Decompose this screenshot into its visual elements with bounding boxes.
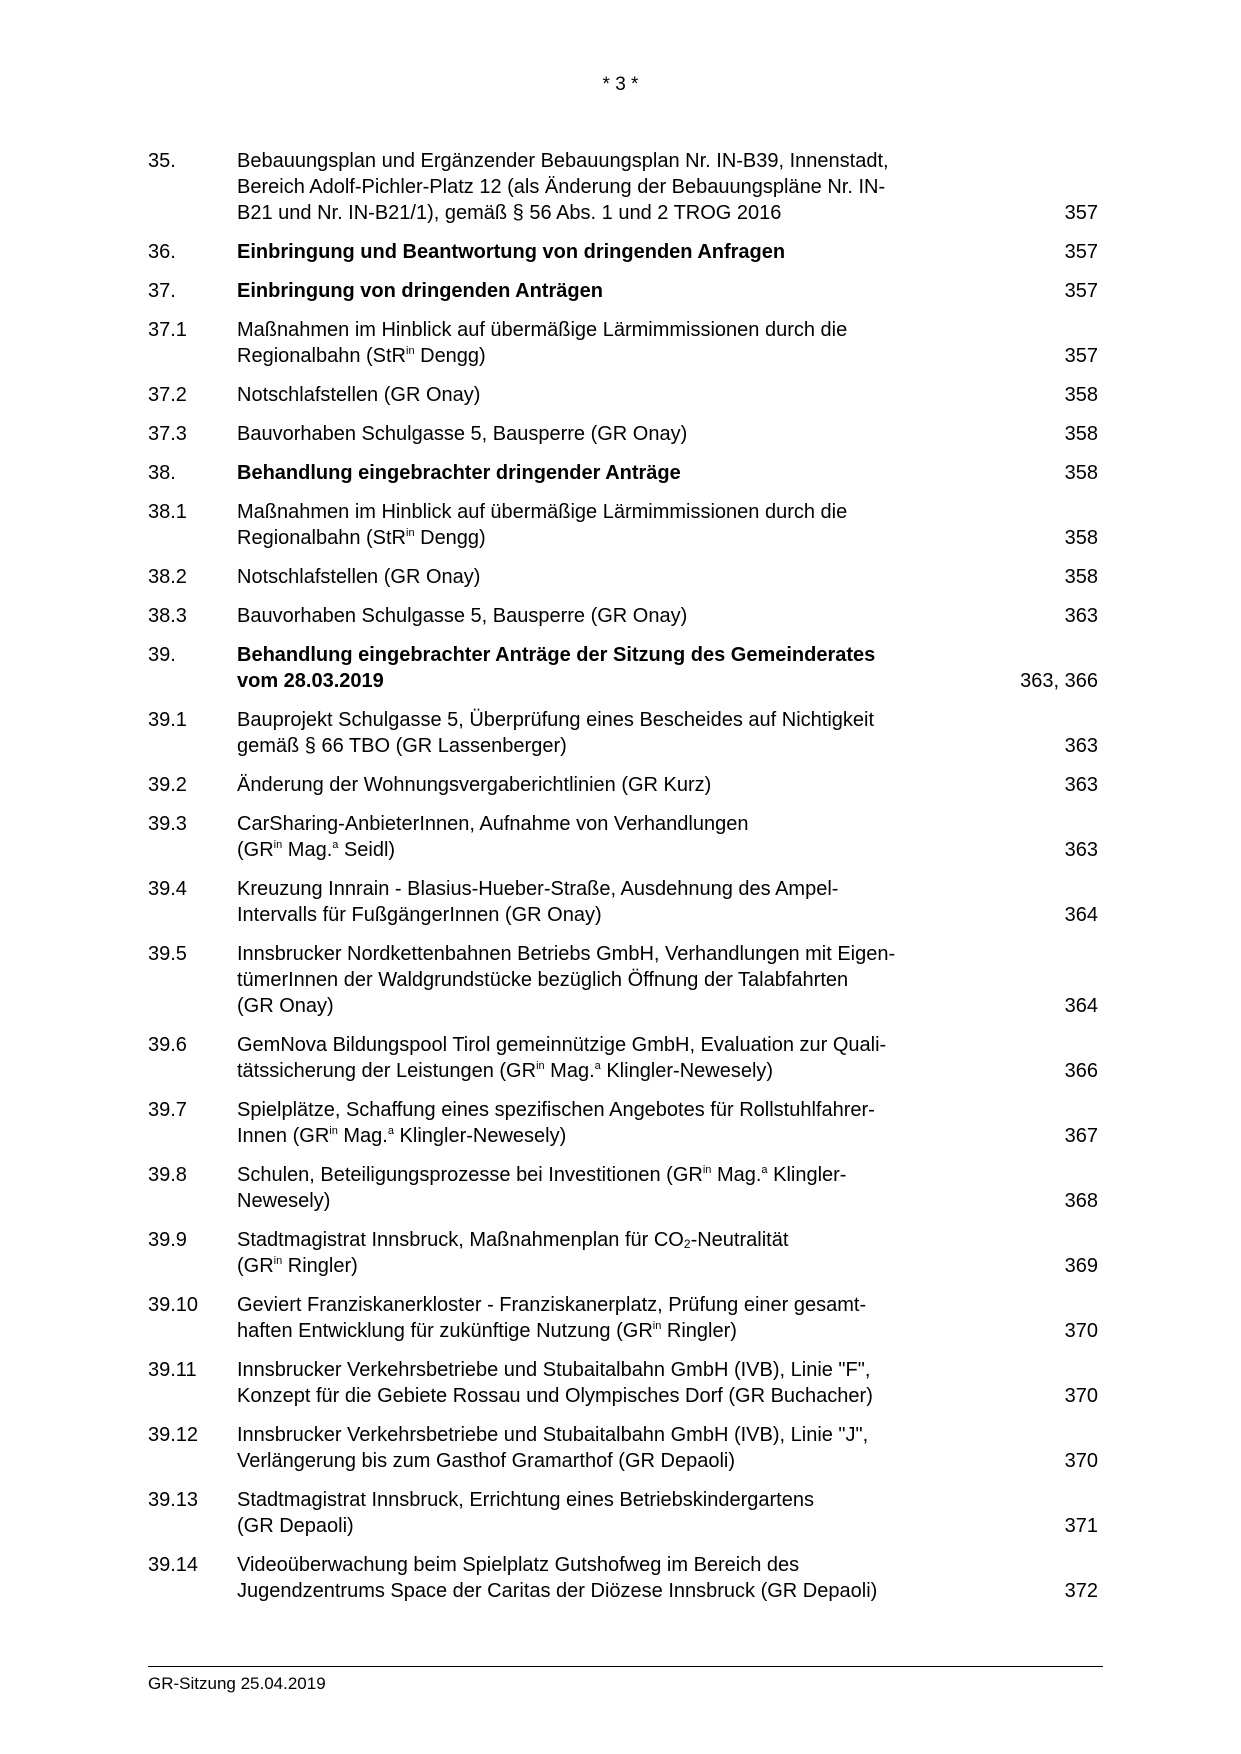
title-text: Regionalbahn (StR	[237, 345, 406, 367]
toc-entry-title	[237, 1357, 986, 1409]
title-text: Stadtmagistrat Innsbruck, Errichtung eines Betriebskindergartens	[237, 1489, 814, 1511]
title-text: Klingler-Newesely)	[393, 1125, 567, 1147]
toc-entry-number: 39.	[148, 644, 176, 666]
title-text: Mag.	[282, 839, 333, 861]
toc-entry	[148, 460, 1098, 486]
toc-entry-page: 370	[1064, 1320, 1098, 1342]
toc-entry-number: 38.	[148, 462, 176, 484]
title-text: tümerInnen der Waldgrundstücke bezüglich Öffnung der Talabfahrten	[237, 969, 849, 991]
superscript-text: a	[387, 1125, 394, 1137]
toc-entry-number: 35.	[148, 150, 176, 172]
toc-entry	[148, 278, 1098, 304]
toc-entry-page: 358	[1064, 462, 1098, 484]
toc-entry-number: 39.13	[148, 1489, 199, 1511]
title-text: Ringler)	[282, 1255, 358, 1277]
toc-entry-page: 371	[1064, 1515, 1098, 1537]
toc-entry-title	[237, 239, 986, 265]
title-text: Jugendzentrums Space der Caritas der Diözese Innsbruck (GR Depaoli)	[237, 1580, 878, 1602]
title-text: Maßnahmen im Hinblick auf übermäßige Lärmimmissionen durch die	[237, 501, 848, 523]
title-text: Dengg)	[414, 345, 486, 367]
toc-entry-page: 370	[1064, 1450, 1098, 1472]
toc-entry-number: 38.3	[148, 605, 187, 627]
toc-entry-title	[237, 1097, 986, 1149]
toc-entry	[148, 707, 1098, 759]
toc-entry-page: 372	[1064, 1580, 1098, 1602]
toc-entry	[148, 1227, 1098, 1279]
toc-entry-number: 39.12	[148, 1424, 199, 1446]
toc-entry	[148, 876, 1098, 928]
toc-entry-page: 366	[1064, 1060, 1098, 1082]
title-text: (GR Depaoli)	[237, 1515, 354, 1537]
title-text: GemNova Bildungspool Tirol gemeinnützige GmbH, Evaluation zur Quali-	[237, 1034, 887, 1056]
toc-entry-number: 39.4	[148, 878, 187, 900]
toc-entry-title	[237, 603, 986, 629]
title-text: Innsbrucker Verkehrsbetriebe und Stubaitalbahn GmbH (IVB), Linie "F",	[237, 1359, 871, 1381]
toc-entry	[148, 1032, 1098, 1084]
title-text: Dengg)	[414, 527, 486, 549]
superscript-text: in	[273, 1255, 283, 1267]
toc-entry-number: 37.1	[148, 319, 187, 341]
title-text: Bebauungsplan und Ergänzender Bebauungsplan Nr. IN-B39, Innenstadt,	[237, 150, 889, 172]
title-text: Kreuzung Innrain - Blasius-Hueber-Straße, Ausdehnung des Ampel-	[237, 878, 839, 900]
toc-entry-title	[237, 1162, 986, 1214]
toc-entry-title	[237, 1422, 986, 1474]
footer-session-date: GR-Sitzung 25.04.2019	[148, 1674, 326, 1693]
toc-entry-page: 358	[1064, 423, 1098, 445]
toc-entry-page: 358	[1064, 566, 1098, 588]
toc-entry	[148, 1422, 1098, 1474]
toc-entry	[148, 382, 1098, 408]
title-text: Bereich Adolf-Pichler-Platz 12 (als Änderung der Bebauungspläne Nr. IN-	[237, 176, 886, 198]
title-text: B21 und Nr. IN-B21/1), gemäß § 56 Abs. 1 und 2 TROG 2016	[237, 202, 782, 224]
toc-entry-title	[237, 642, 986, 694]
toc-entry-number: 39.7	[148, 1099, 187, 1121]
title-text: gemäß § 66 TBO (GR Lassenberger)	[237, 735, 567, 757]
toc-entry	[148, 1487, 1098, 1539]
title-text: Seidl)	[338, 839, 396, 861]
toc-entry-title	[237, 1032, 986, 1084]
title-text: (GR	[237, 1255, 274, 1277]
title-text: vom 28.03.2019	[237, 670, 384, 692]
toc-entry-title	[237, 707, 986, 759]
toc-entry-page: 370	[1064, 1385, 1098, 1407]
toc-entry-title	[237, 1292, 986, 1344]
toc-entry-title	[237, 148, 986, 226]
toc-entry-title	[237, 772, 986, 798]
toc-entry-page: 369	[1064, 1255, 1098, 1277]
superscript-text: in	[536, 1060, 545, 1072]
title-text: Maßnahmen im Hinblick auf übermäßige Lärmimmissionen durch die	[237, 319, 848, 341]
title-text: (GR	[237, 839, 274, 861]
title-text: Innsbrucker Nordkettenbahnen Betriebs GmbH, Verhandlungen mit Eigen-	[237, 943, 896, 965]
title-text: Geviert Franziskanerkloster - Franziskanerplatz, Prüfung einer gesamt-	[237, 1294, 867, 1316]
superscript-text: a	[594, 1060, 601, 1072]
title-text: Behandlung eingebrachter Anträge der Sitzung des Gemeinderates	[237, 644, 876, 666]
toc-entry	[148, 1552, 1098, 1604]
toc-entry-number: 37.3	[148, 423, 187, 445]
toc-entry	[148, 148, 1098, 226]
title-text: (GR Onay)	[237, 995, 334, 1017]
page-number-header: * 3 *	[602, 74, 639, 95]
title-text: Regionalbahn (StR	[237, 527, 406, 549]
title-text: Verlängerung bis zum Gasthof Gramarthof (GR Depaoli)	[237, 1450, 735, 1472]
toc-entry	[148, 1097, 1098, 1149]
toc-entry	[148, 772, 1098, 798]
toc-entry-number: 39.2	[148, 774, 187, 796]
toc-entry-page: 363	[1064, 605, 1098, 627]
table-of-contents	[148, 148, 1098, 1617]
title-text: Notschlafstellen (GR Onay)	[237, 566, 481, 588]
toc-entry-title	[237, 317, 986, 369]
toc-entry	[148, 941, 1098, 1019]
toc-entry-title	[237, 1552, 986, 1604]
toc-entry-number: 39.10	[148, 1294, 199, 1316]
toc-entry-page: 367	[1064, 1125, 1098, 1147]
toc-entry	[148, 317, 1098, 369]
toc-entry-page: 358	[1064, 527, 1098, 549]
toc-entry-title	[237, 382, 986, 408]
title-text: haften Entwicklung für zukünftige Nutzung (GR	[237, 1320, 653, 1342]
toc-entry-page: 363	[1064, 774, 1098, 796]
toc-entry	[148, 1162, 1098, 1214]
toc-entry-title	[237, 1487, 986, 1539]
toc-entry-title	[237, 278, 986, 304]
title-text: Änderung der Wohnungsvergaberichtlinien (GR Kurz)	[237, 774, 712, 796]
superscript-text: in	[329, 1125, 338, 1137]
superscript-text: a	[761, 1164, 768, 1176]
toc-entry-number: 36.	[148, 241, 176, 263]
title-text: Ringler)	[661, 1320, 737, 1342]
title-text: Mag.	[711, 1164, 762, 1186]
superscript-text: a	[332, 839, 339, 851]
toc-entry-title	[237, 460, 986, 486]
toc-entry-page: 357	[1064, 202, 1098, 224]
title-text: Intervalls für FußgängerInnen (GR Onay)	[237, 904, 602, 926]
title-text: Bauprojekt Schulgasse 5, Überprüfung eines Bescheides auf Nichtigkeit	[237, 709, 875, 731]
toc-entry-number: 39.1	[148, 709, 187, 731]
superscript-text: in	[702, 1164, 712, 1176]
toc-entry-title	[237, 941, 986, 1019]
superscript-text: in	[273, 839, 283, 851]
toc-entry-page: 368	[1064, 1190, 1098, 1212]
title-text: Innsbrucker Verkehrsbetriebe und Stubaitalbahn GmbH (IVB), Linie "J",	[237, 1424, 869, 1446]
title-text: Einbringung und Beantwortung von dringenden Anfragen	[237, 241, 786, 263]
title-text: Schulen, Beteiligungsprozesse bei Investitionen (GR	[237, 1164, 703, 1186]
toc-entry	[148, 811, 1098, 863]
toc-entry	[148, 603, 1098, 629]
title-text: Bauvorhaben Schulgasse 5, Bausperre (GR Onay)	[237, 423, 688, 445]
toc-entry-page: 357	[1064, 241, 1098, 263]
toc-entry-page: 357	[1064, 345, 1098, 367]
title-text: Videoüberwachung beim Spielplatz Gutshofweg im Bereich des	[237, 1554, 800, 1576]
toc-entry-title	[237, 1227, 986, 1279]
footer-divider	[148, 1666, 1103, 1667]
title-text: -Neutralität	[690, 1229, 789, 1251]
title-text: Konzept für die Gebiete Rossau und Olympisches Dorf (GR Buchacher)	[237, 1385, 873, 1407]
toc-entry-page: 363	[1064, 735, 1098, 757]
toc-entry	[148, 239, 1098, 265]
toc-entry-number: 38.1	[148, 501, 187, 523]
title-text: Mag.	[544, 1060, 595, 1082]
title-text: CarSharing-AnbieterInnen, Aufnahme von Verhandlungen	[237, 813, 749, 835]
title-text: Stadtmagistrat Innsbruck, Maßnahmenplan für CO	[237, 1229, 684, 1251]
toc-entry-number: 39.9	[148, 1229, 187, 1251]
toc-entry-page: 357	[1064, 280, 1098, 302]
toc-entry-page: 364	[1064, 904, 1098, 926]
toc-entry-title	[237, 564, 986, 590]
title-text: Mag.	[337, 1125, 388, 1147]
superscript-text: in	[406, 527, 415, 539]
title-text: Klingler-	[767, 1164, 847, 1186]
toc-entry-title	[237, 876, 986, 928]
toc-entry-number: 39.6	[148, 1034, 187, 1056]
toc-entry	[148, 1357, 1098, 1409]
title-text: Bauvorhaben Schulgasse 5, Bausperre (GR Onay)	[237, 605, 688, 627]
toc-entry-title	[237, 499, 986, 551]
title-text: Newesely)	[237, 1190, 331, 1212]
toc-entry	[148, 499, 1098, 551]
toc-entry	[148, 1292, 1098, 1344]
toc-entry	[148, 421, 1098, 447]
subscript-text: 2	[683, 1237, 691, 1251]
title-text: Spielplätze, Schaffung eines spezifischen Angebotes für Rollstuhlfahrer-	[237, 1099, 875, 1121]
superscript-text: in	[652, 1320, 662, 1332]
toc-entry-number: 37.2	[148, 384, 187, 406]
title-text: Klingler-Newesely)	[600, 1060, 774, 1082]
toc-entry-title	[237, 811, 986, 863]
toc-entry-number: 38.2	[148, 566, 187, 588]
toc-entry	[148, 564, 1098, 590]
toc-entry-number: 37.	[148, 280, 176, 302]
toc-entry-number: 39.3	[148, 813, 187, 835]
toc-entry-page: 363	[1064, 839, 1098, 861]
toc-entry-page: 364	[1064, 995, 1098, 1017]
title-text: Innen (GR	[237, 1125, 330, 1147]
toc-entry-page: 363, 366	[1020, 670, 1098, 692]
toc-entry-number: 39.8	[148, 1164, 187, 1186]
title-text: Einbringung von dringenden Anträgen	[237, 280, 603, 302]
title-text: Behandlung eingebrachter dringender Anträge	[237, 462, 681, 484]
toc-entry	[148, 642, 1098, 694]
title-text: Notschlafstellen (GR Onay)	[237, 384, 481, 406]
title-text: tätssicherung der Leistungen (GR	[237, 1060, 537, 1082]
toc-entry-number: 39.11	[148, 1359, 197, 1381]
toc-entry-title	[237, 421, 986, 447]
toc-entry-number: 39.5	[148, 943, 187, 965]
toc-entry-number: 39.14	[148, 1554, 199, 1576]
superscript-text: in	[406, 345, 415, 357]
toc-entry-page: 358	[1064, 384, 1098, 406]
